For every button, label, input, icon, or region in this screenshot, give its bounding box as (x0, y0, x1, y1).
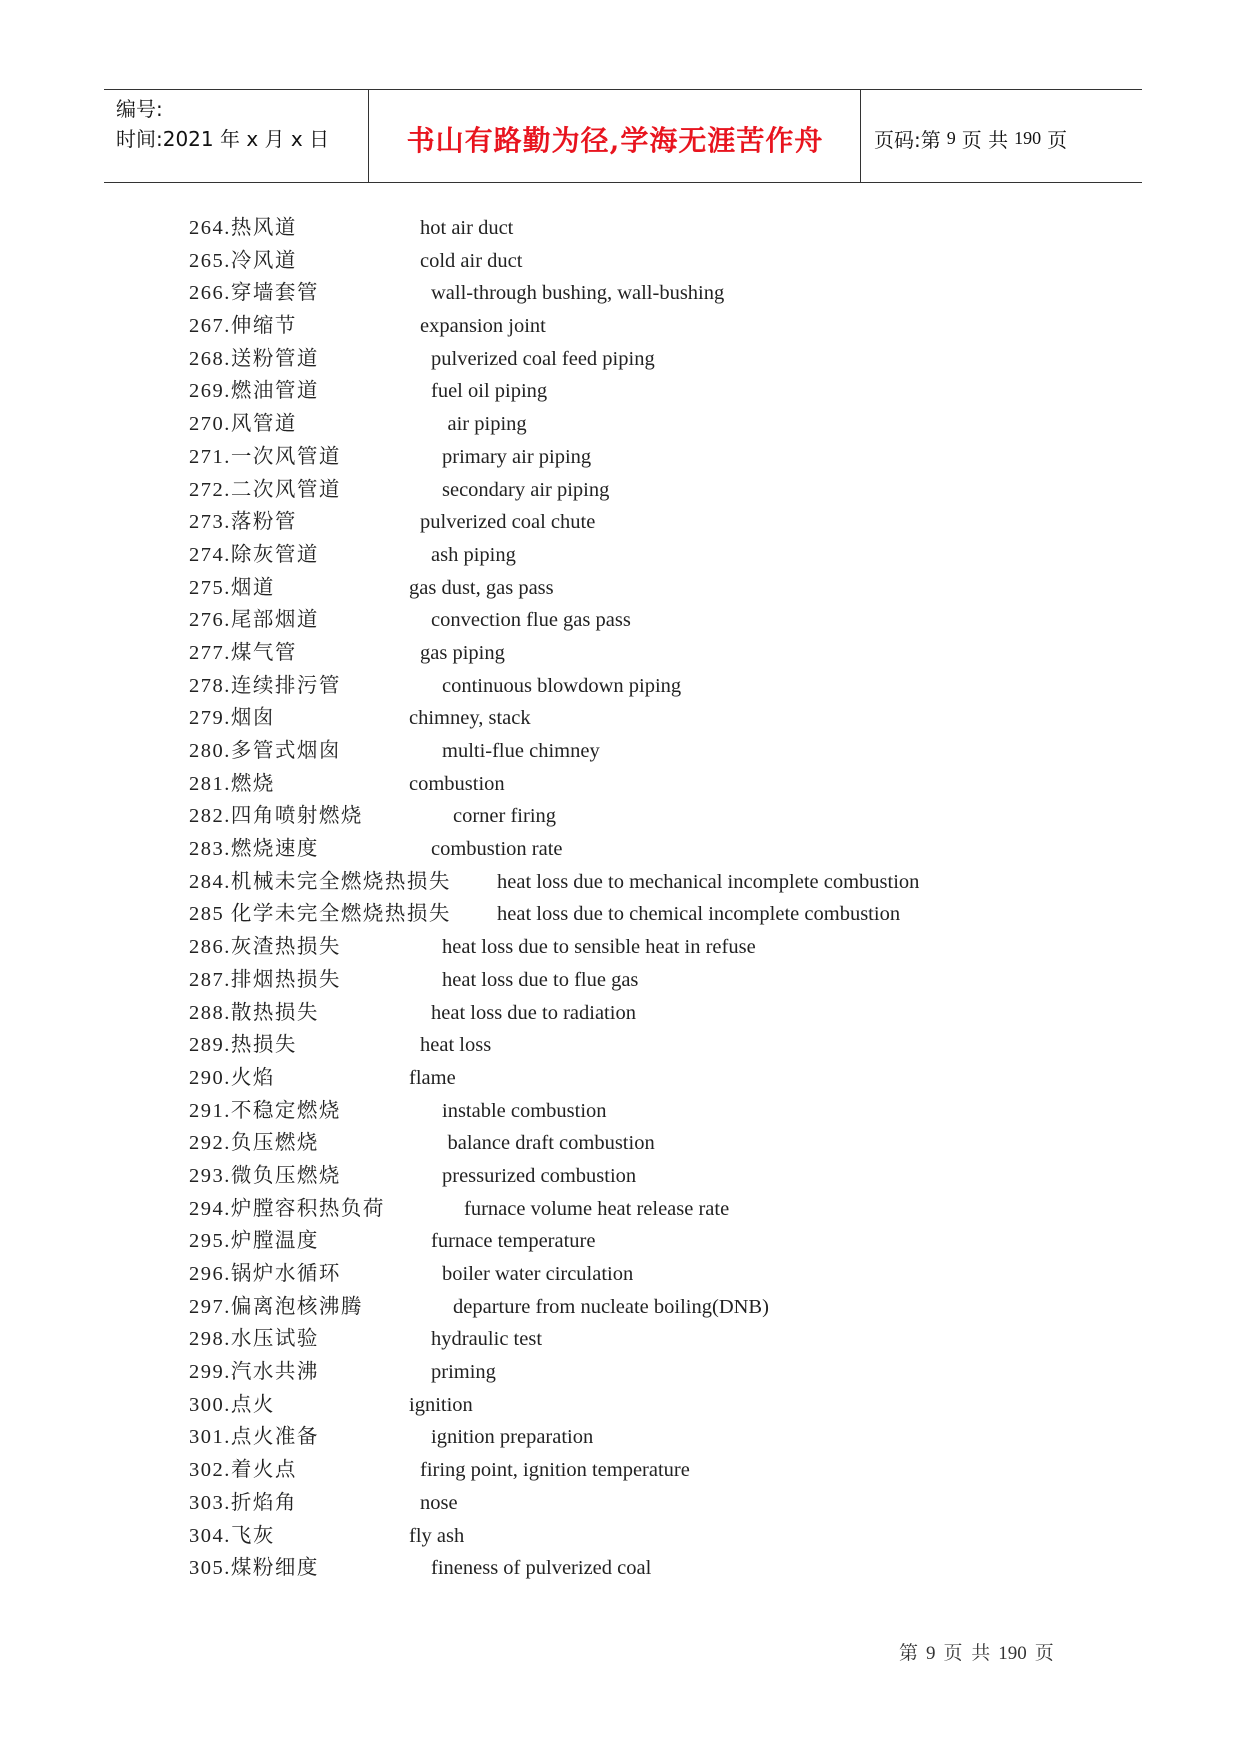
page-header (104, 89, 1142, 183)
glossary-entry (189, 572, 1089, 605)
glossary-entry (189, 474, 1089, 507)
term-chinese: 264.热风道 (189, 217, 297, 239)
header-page-info (874, 90, 1067, 182)
glossary-entry (189, 1487, 1089, 1520)
glossary-entry (189, 310, 1089, 343)
document-time-label: 时间:2021 年 x 月 x 日 (116, 127, 330, 151)
header-divider-left (368, 90, 369, 182)
term-chinese: 278.连续排污管 (189, 674, 341, 697)
term-english: multi-flue chimney (442, 740, 600, 762)
glossary-entry (189, 277, 1089, 310)
term-chinese: 302.着火点 (189, 1459, 297, 1482)
glossary-entry (189, 735, 1089, 768)
header-page-number: 9 (946, 127, 956, 148)
term-english: combustion (409, 772, 505, 795)
footer-prefix: 第 (899, 1643, 919, 1664)
glossary-entry (189, 1389, 1089, 1422)
term-chinese: 267.伸缩节 (189, 315, 297, 338)
footer-suffix: 页 (1034, 1643, 1054, 1664)
term-english: fuel oil piping (431, 380, 548, 403)
term-chinese: 296.锅炉水循环 (189, 1263, 341, 1285)
glossary-entry (189, 1520, 1089, 1553)
glossary-entry (189, 1323, 1089, 1356)
term-chinese: 275.烟道 (189, 576, 275, 599)
page-footer (899, 1638, 1062, 1665)
glossary-entry (189, 1029, 1089, 1062)
term-chinese: 280.多管式烟囱 (189, 740, 341, 762)
glossary-entry (189, 1225, 1089, 1258)
term-english: wall-through bushing, wall-bushing (431, 282, 725, 305)
term-chinese: 273.落粉管 (189, 511, 297, 534)
term-chinese: 282.四角喷射燃烧 (189, 805, 363, 828)
term-english: continuous blowdown piping (442, 674, 682, 697)
term-english: secondary air piping (442, 478, 610, 501)
term-chinese: 301.点火准备 (189, 1426, 319, 1449)
header-page-total: 190 (1014, 127, 1042, 148)
term-english: heat loss due to radiation (431, 1001, 636, 1024)
glossary-entry (189, 506, 1089, 539)
glossary-entry (189, 964, 1089, 997)
term-chinese: 300.点火 (189, 1393, 275, 1416)
term-chinese: 266.穿墙套管 (189, 282, 319, 305)
term-english: primary air piping (442, 445, 592, 468)
term-chinese: 277.煤气管 (189, 641, 297, 664)
glossary-entry (189, 1552, 1089, 1585)
term-chinese: 274.除灰管道 (189, 543, 319, 566)
term-english: corner firing (453, 805, 557, 828)
term-chinese: 289.热损失 (189, 1034, 297, 1057)
term-english: combustion rate (431, 838, 563, 861)
term-chinese: 279.烟囱 (189, 707, 275, 730)
term-chinese: 268.送粉管道 (189, 347, 319, 370)
term-english: expansion joint (420, 315, 546, 338)
term-english: boiler water circulation (442, 1263, 634, 1285)
term-english: nose (420, 1491, 458, 1514)
header-page-prefix: 页码:第 (874, 127, 941, 152)
glossary-entry (189, 1454, 1089, 1487)
term-chinese: 265.冷风道 (189, 249, 297, 272)
term-english: heat loss due to chemical incomplete combustion (497, 903, 901, 926)
glossary-entry (189, 539, 1089, 572)
term-english: furnace volume heat release rate (464, 1197, 730, 1220)
term-english: gas dust, gas pass (409, 576, 554, 599)
glossary-entry (189, 604, 1089, 637)
term-chinese: 293.微负压燃烧 (189, 1164, 341, 1187)
footer-mid: 页 共 (943, 1643, 991, 1664)
glossary-entry (189, 1291, 1089, 1324)
glossary-entry (189, 212, 1089, 245)
term-english: balance draft combustion (447, 1132, 655, 1155)
term-english: cold air duct (420, 249, 523, 272)
term-chinese: 271.一次风管道 (189, 445, 341, 468)
glossary-entry (189, 768, 1089, 801)
term-chinese: 304.飞灰 (189, 1524, 275, 1547)
term-chinese: 294.炉膛容积热负荷 (189, 1197, 385, 1220)
term-chinese: 303.折焰角 (189, 1491, 297, 1514)
term-chinese: 298.水压试验 (189, 1328, 319, 1351)
glossary-entry (189, 1095, 1089, 1128)
term-english: fineness of pulverized coal (431, 1557, 652, 1580)
term-chinese: 291.不稳定燃烧 (189, 1099, 341, 1122)
glossary-entry (189, 441, 1089, 474)
glossary-entry (189, 408, 1089, 441)
term-chinese: 284.机械未完全燃烧热损失 (189, 870, 451, 893)
glossary-entry (189, 1356, 1089, 1389)
header-page-mid: 页 共 (961, 127, 1009, 152)
glossary-entry (189, 637, 1089, 670)
term-chinese: 272.二次风管道 (189, 478, 341, 501)
header-divider-right (860, 90, 861, 182)
glossary-entry (189, 343, 1089, 376)
term-chinese: 295.炉膛温度 (189, 1230, 319, 1253)
term-english: pulverized coal chute (420, 511, 596, 534)
term-chinese: 305.煤粉细度 (189, 1557, 319, 1580)
glossary-list (189, 212, 1089, 1585)
term-english: pulverized coal feed piping (431, 347, 655, 370)
term-english: hydraulic test (431, 1328, 543, 1351)
term-english: heat loss due to mechanical incomplete combustion (497, 870, 920, 893)
glossary-entry (189, 1127, 1089, 1160)
glossary-entry (189, 1160, 1089, 1193)
header-page-suffix: 页 (1047, 127, 1068, 152)
term-chinese: 269.燃油管道 (189, 380, 319, 403)
glossary-entry (189, 997, 1089, 1030)
term-chinese: 290.火焰 (189, 1066, 275, 1089)
term-chinese: 297.偏离泡核沸腾 (189, 1295, 363, 1318)
glossary-entry (189, 1258, 1089, 1291)
term-english: air piping (447, 413, 527, 436)
footer-page-number: 9 (926, 1643, 936, 1664)
term-english: ash piping (431, 543, 516, 566)
term-chinese: 299.汽水共沸 (189, 1361, 319, 1384)
term-chinese: 281.燃烧 (189, 772, 275, 795)
footer-page-total: 190 (998, 1643, 1027, 1664)
term-chinese: 286.灰渣热损失 (189, 936, 341, 959)
glossary-entry (189, 1193, 1089, 1226)
term-chinese: 270.风管道 (189, 413, 297, 436)
term-english: chimney, stack (409, 707, 531, 730)
term-english: ignition preparation (431, 1426, 594, 1449)
term-chinese: 288.散热损失 (189, 1001, 319, 1024)
term-english: heat loss due to sensible heat in refuse (442, 936, 756, 959)
glossary-entry (189, 931, 1089, 964)
term-english: departure from nucleate boiling(DNB) (453, 1295, 769, 1318)
term-english: flame (409, 1066, 456, 1089)
term-english: firing point, ignition temperature (420, 1459, 690, 1482)
glossary-entry (189, 898, 1089, 931)
glossary-entry (189, 1062, 1089, 1095)
term-english: furnace temperature (431, 1230, 596, 1253)
term-english: ignition (409, 1393, 473, 1416)
term-english: pressurized combustion (442, 1164, 637, 1187)
term-english: fly ash (409, 1524, 465, 1547)
term-english: convection flue gas pass (431, 609, 631, 632)
glossary-entry (189, 702, 1089, 735)
term-english: gas piping (420, 641, 505, 664)
glossary-entry (189, 833, 1089, 866)
term-chinese: 276.尾部烟道 (189, 609, 319, 632)
glossary-entry (189, 1421, 1089, 1454)
term-chinese: 285 化学未完全燃烧热损失 (189, 903, 451, 926)
glossary-entry (189, 245, 1089, 278)
term-english: instable combustion (442, 1099, 607, 1122)
glossary-entry (189, 800, 1089, 833)
term-english: priming (431, 1361, 496, 1384)
glossary-entry (189, 375, 1089, 408)
term-chinese: 287.排烟热损失 (189, 968, 341, 991)
term-chinese: 292.负压燃烧 (189, 1132, 319, 1155)
term-english: heat loss (420, 1034, 492, 1057)
term-english: hot air duct (420, 217, 514, 239)
glossary-entry (189, 670, 1089, 703)
term-chinese: 283.燃烧速度 (189, 838, 319, 861)
header-motto: 书山有路勤为径,学海无涯苦作舟 (406, 124, 824, 157)
document-number-label: 编号: (116, 97, 163, 121)
header-meta (116, 94, 329, 154)
glossary-entry (189, 866, 1089, 899)
term-english: heat loss due to flue gas (442, 968, 639, 991)
